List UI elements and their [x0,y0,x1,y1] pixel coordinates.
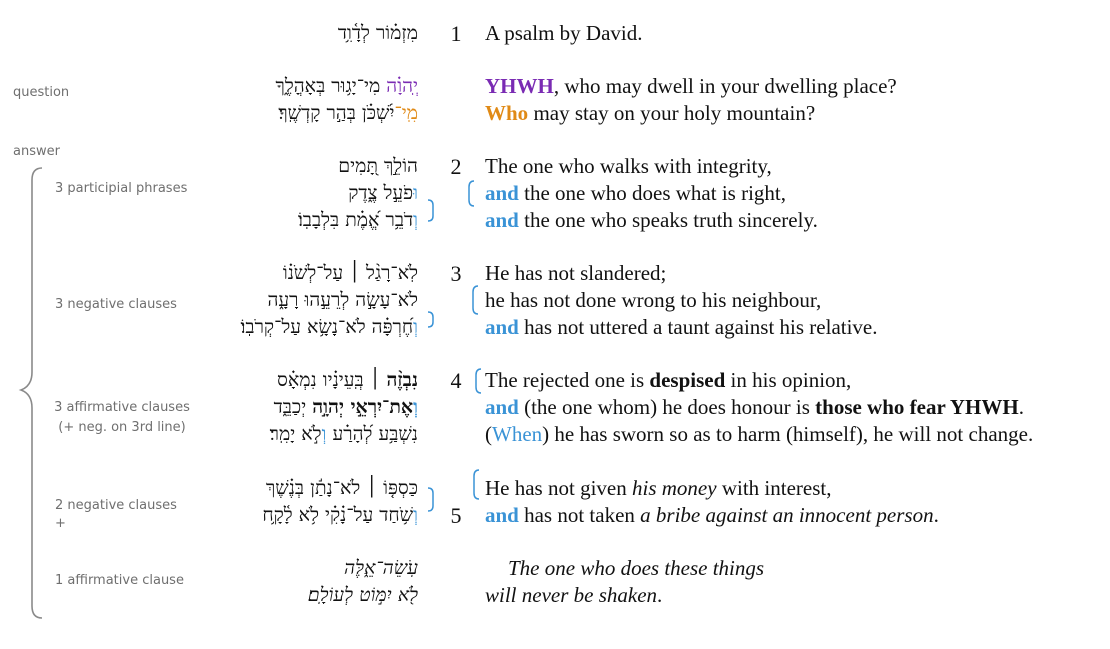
hebrew-end-line1: עֹֽשֵׂה־אֵ֑לֶּה [343,557,418,579]
english-question-line1 [485,73,897,100]
hebrew-v2-line1: הוֹלֵ֣ךְ תָּ֭מִים [338,155,418,177]
hebrew-v4-conj2: וְ [321,423,327,445]
english-his-money: his money [631,476,717,500]
english-v3-line3-rest: has not uttered a taunt against his relative. [518,315,878,339]
english-question-line1-rest: , who may dwell in your dwelling place? [553,74,897,98]
english-v1-line1: A psalm by David. [485,21,643,45]
english-yhwh: YHWH [485,74,554,98]
english-v2-line3-rest: the one who speaks truth sincerely. [518,208,818,232]
hebrew-v2-line2 [348,180,418,207]
hebrew-who: מִֽי־ [394,102,418,124]
hebrew-question-line1 [276,73,418,100]
hebrew-yhwh: יְֽהוָ֗ה [386,75,418,97]
english-v4-line1 [485,367,851,394]
hebrew-v5-conj: וְ [413,504,418,526]
hebrew-v3-conj: וְ [413,316,418,338]
hebrew-v4-line1-rest: ׀ בְּֽעֵינָ֗יו נִמְאָ֗ס [277,369,387,391]
label-participial: 3 participial phrases [55,181,188,196]
english-v5-line1 [485,475,831,502]
english-v4-line2 [485,394,1024,421]
english-v2-line2-rest: the one who does what is right, [518,181,786,205]
english-and: and [485,181,519,205]
english-question-line2 [485,100,815,127]
english-v3-line2: he has not done wrong to his neighbour, [485,288,822,312]
hebrew-v4-fearers: אֶת־יִרְאֵ֣י יְהוָ֣ה [312,396,414,418]
label-affirmative-3-line2: (+ neg. on 3rd line) [58,420,186,435]
english-v5-line2-a: has not taken [518,503,641,527]
english-when: When [492,422,543,446]
english-despised: despised [649,368,726,392]
hebrew-v4-despised: נִבְזֶ֨ה [386,369,418,391]
english-v4-line3-b: ) he has sworn so as to harm (himself), he will not change. [542,422,1034,446]
hebrew-v4-conj: וְ [413,396,418,418]
hebrew-v2-line2-rest: פֹעֵ֣ל צֶ֑דֶק [348,182,414,204]
hebrew-v5-line2-rest: שֹׁ֥חַד עַל־נָ֗קִ֗י לֹ֥א לָ֫קָ֥ח [262,504,414,526]
english-v2-line1: The one who walks with integrity, [485,154,772,178]
hebrew-v3-line3-rest: חֶ֝רְפָּ֗ה לֹא־נָשָׂ֥א עַל־קְרֹבֽוֹ׃ [240,316,414,338]
label-plus: + [55,516,66,531]
hebrew-v3-line3 [241,314,418,341]
hebrew-v4-line3-b: לְ֝הָרַ֗ע [326,423,373,445]
verse-number-2: 2 [450,154,462,179]
hebrew-v2-conj: וּ [413,182,418,204]
english-end-period: . [657,583,663,607]
label-negative-2: 2 negative clauses [55,498,177,513]
hebrew-v3-line1: לֹֽא־רָגַ֨ל ׀ עַל־לְשֹׁנ֗וֹ [282,262,418,284]
english-fearers: those who fear YHWH [815,395,1019,419]
english-v5-line2-b: . [933,503,939,527]
english-never-shaken: will never be shaken [485,583,658,607]
label-question: question [13,85,70,100]
hebrew-question-line1-rest: מִי־יָג֥וּר בְּאָהֳלֶ֑ךָ [275,75,387,97]
label-answer: answer [13,144,60,159]
hebrew-end-line2: לֹ֖א יִמּ֣וֹט לְעוֹלָֽם׃ [307,584,418,606]
english-v4-line2-b: . [1018,395,1024,419]
english-v3-line3 [485,314,878,341]
hebrew-v4-line2-rest: יְכַבֵּ֑ד [273,396,313,418]
hebrew-v4-line3-c: לֹ֣א יָמִֽר׃ [269,423,322,445]
english-v4-line1-a: The rejected one is [485,368,650,392]
verse-number-3: 3 [450,261,462,286]
hebrew-v1-line1: מִזְמ֗וֹר לְדָ֫וִ֥ד [337,22,418,44]
hebrew-v4-line2 [274,394,418,421]
label-affirmative-1: 1 affirmative clause [55,573,184,588]
verse-number-5: 5 [450,503,462,528]
english-v4-line2-a: (the one whom) he does honour is [518,395,816,419]
label-affirmative-3-line1: 3 affirmative clauses [54,400,190,415]
english-v3-line1: He has not slandered; [485,261,667,285]
english-end-line1: The one who does these things [508,556,765,580]
hebrew-question-line2-rest: יִ֝שְׁכֹּ֗ן בְּהַ֣ר קָדְשֶֽׁךָ׃ [278,102,395,124]
english-and: and [485,208,519,232]
english-question-line2-rest: may stay on your holy mountain? [528,101,816,125]
english-and: and [485,395,519,419]
english-who: Who [485,101,529,125]
english-v2-line3 [485,207,818,234]
english-bribe: a bribe against an innocent person [640,503,934,527]
hebrew-v2-line3-rest: דֹבֵ֥ר אֱ֝מֶ֗ת בִּלְבָבֽוֹ׃ [297,209,414,231]
hebrew-v4-line3-a: נִשְׁבַּ֥ע [372,423,418,445]
english-v5-line1-b: with interest, [716,476,832,500]
english-v5-line1-a: He has not given [485,476,632,500]
english-v4-line1-b: in his opinion, [725,368,852,392]
english-v4-line3 [485,421,1033,448]
english-and: and [485,315,519,339]
label-negative-3: 3 negative clauses [55,297,177,312]
hebrew-v3-line2: לֹא־עָשָׂ֣ה לְרֵעֵ֣הוּ רָעָ֑ה [267,289,418,311]
hebrew-v2-line3 [298,207,418,234]
hebrew-v4-line1 [277,367,418,394]
english-v4-line3-a: ( [485,422,492,446]
hebrew-v5-line2 [262,502,418,529]
hebrew-v4-line3 [270,421,418,448]
english-v2-line2 [485,180,786,207]
english-v5-line2 [485,502,939,529]
hebrew-v5-line1: כַּסְפּ֤וֹ ׀ לֹא־נָתַ֬ן בְּנֶ֗שֶׁךְ [265,477,418,499]
verse-number-4: 4 [450,368,462,393]
verse-number-1: 1 [450,21,462,46]
english-end-line2 [485,582,662,609]
hebrew-v2-conj2: וְ [413,209,418,231]
hebrew-question-line2 [278,100,418,127]
english-and: and [485,503,519,527]
